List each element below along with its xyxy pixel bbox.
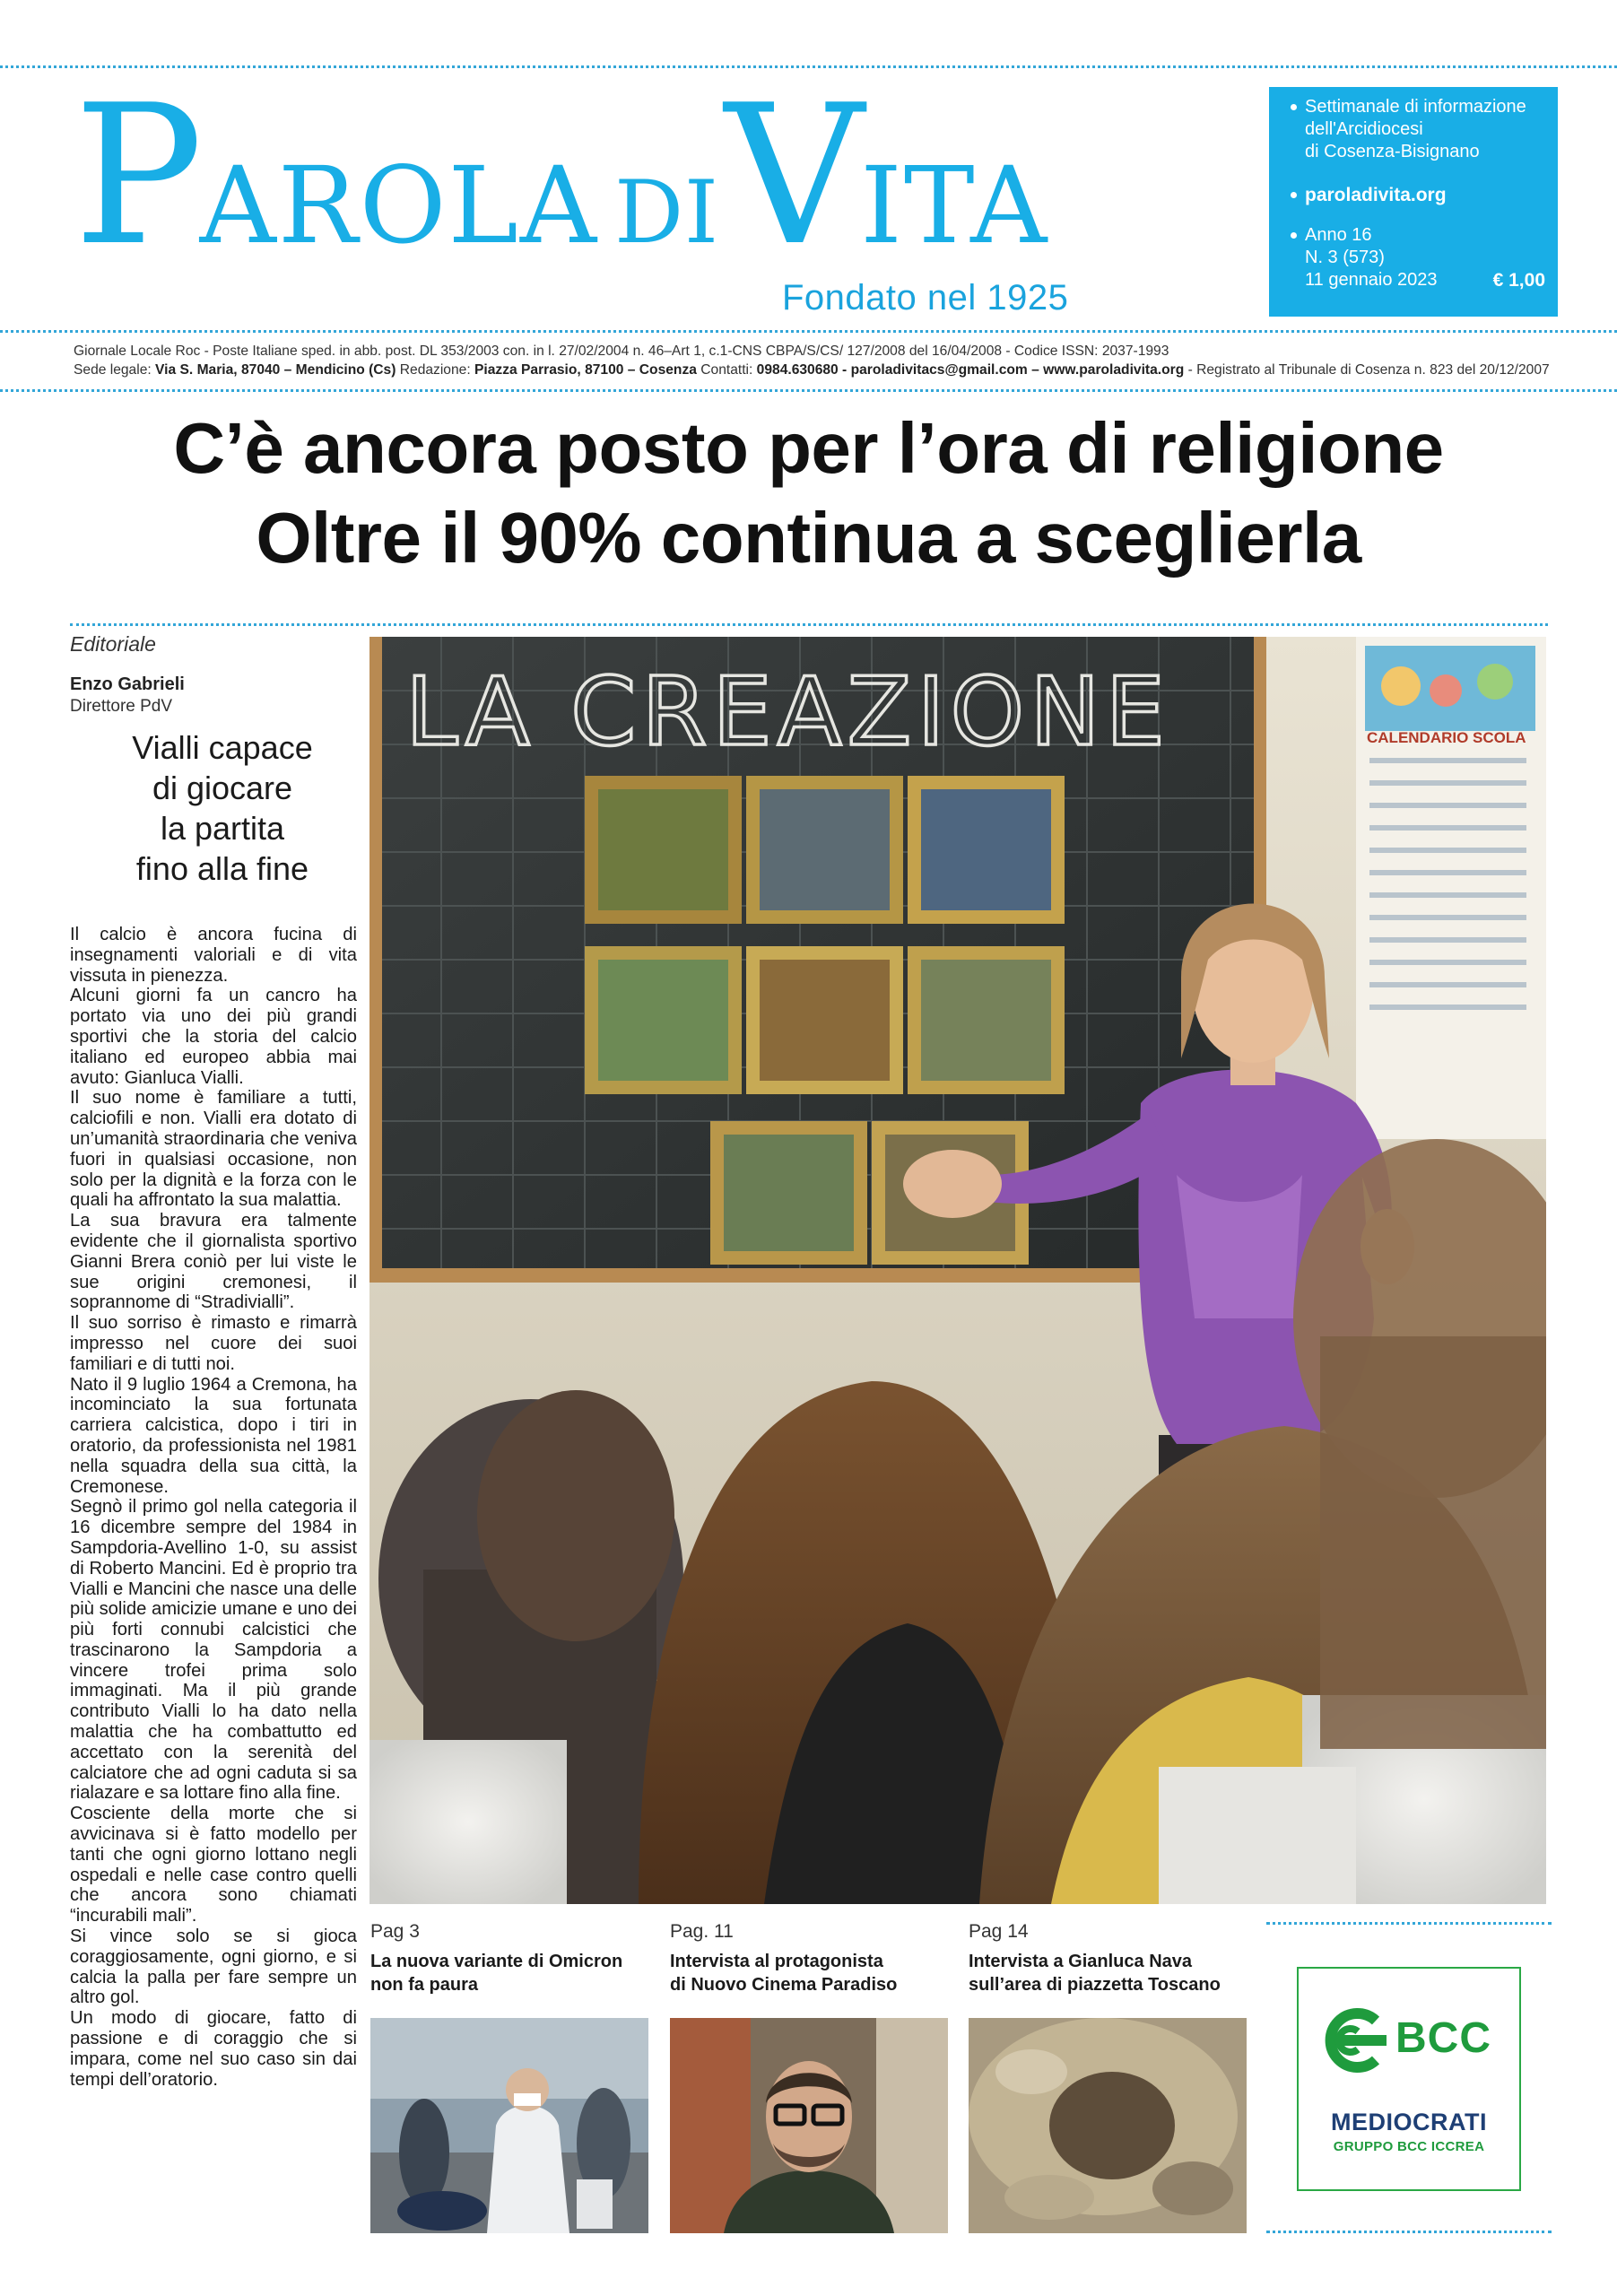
legal-label-contacts: Contatti:: [696, 362, 757, 378]
teaser-title-line: di Nuovo Cinema Paradiso: [670, 1975, 898, 1995]
legal-registration: - Registrato al Tribunale di Cosenza n. 823 del 20/12/2007: [1184, 362, 1550, 378]
teaser-title: [969, 1950, 1248, 1996]
editorial-paragraph: Il suo nome è familiare a tutti, calciofili e non. Vialli era dotato di un’umanità straordinaria che veniva fuori in qualsiasi occasione, non solo per la dignità e la forza con le quali ha affrontato la sua malattia.: [70, 1088, 357, 1211]
logo-initial-v: V: [724, 63, 861, 288]
teaser-piazzetta-toscano[interactable]: [969, 1921, 1248, 1996]
bcc-bank-name: MEDIOCRATI: [1331, 2109, 1487, 2135]
teaser-title-line: La nuova variante di Omicron: [370, 1952, 623, 1971]
ad-bottom-dotted-rule: [1266, 2231, 1552, 2233]
logo-word-di: DI: [614, 162, 719, 263]
editorial-paragraph: Il calcio è ancora fucina di insegnamenti valoriali e di vita vissuta in pienezza.: [70, 925, 357, 986]
masthead-tagline: Fondato nel 1925: [782, 278, 1069, 317]
teaser-photo-travelers[interactable]: [370, 2018, 648, 2233]
legal-office: Piazza Parrasio, 87100 – Cosenza: [474, 362, 697, 378]
info-year: Anno 16: [1305, 225, 1372, 245]
bcc-logo-text: BCC: [1395, 2014, 1491, 2062]
masthead-dotted-rule: [0, 330, 1617, 333]
editorial-paragraph: Nato il 9 luglio 1964 a Cremona, ha incominciato la sua fortunata carriera calcistica, dopo i tiri in oratorio, da professionista nel 1981 nella squadra della sua città, la Cremonese.: [70, 1374, 357, 1497]
info-date: 11 gennaio 2023: [1305, 270, 1438, 290]
author-name: Enzo Gabrieli: [70, 674, 185, 694]
teaser-cinema-paradiso[interactable]: [670, 1921, 950, 1996]
info-issue: [1291, 224, 1545, 291]
info-number: N. 3 (573): [1305, 248, 1385, 267]
editorial-paragraph: Segnò il primo gol nella categoria il 16 dicembre sempre del 1984 in Sampdoria-Avellino 1-0, su assist di Roberto Mancini. Ed è proprio tra Vialli e Mancini che nasce una delle più solide amicizie umane e uno dei più forti connubi calcistici che trascinarono la Sampdoria a vincere trofei prima solo immaginati. Ma il più grande contributo Vialli lo ha dato nella malattia che ha combattutto ed accettato con la serenità del calciatore che ad ogni caduta si sa rialazare e sa lottare fino alla fine.: [70, 1497, 357, 1804]
editorial-paragraph: Il suo sorriso è rimasto e rimarrà impresso nel cuore dei suoi familiari e di tutti noi.: [70, 1313, 357, 1374]
editorial-title-line: fino alla fine: [135, 850, 309, 887]
ad-top-dotted-rule: [1266, 1922, 1552, 1925]
editorial-title-line: la partita: [160, 810, 285, 847]
bcc-advertisement[interactable]: [1297, 1967, 1521, 2191]
info-line-3: di Cosenza-Bisignano: [1305, 142, 1480, 161]
info-description: [1291, 96, 1545, 163]
bcc-mark-icon: [1318, 2005, 1390, 2076]
editorial-kicker: Editoriale: [70, 632, 156, 656]
teaser-title: [370, 1950, 650, 1996]
bcc-group-name: GRUPPO BCC ICCREA: [1333, 2139, 1485, 2154]
logo-initial-p: P: [74, 63, 200, 288]
masthead: [74, 63, 1150, 321]
legal-seat: Via S. Maria, 87040 – Mendicino (Cs): [155, 362, 396, 378]
headline-dotted-rule: [70, 623, 1548, 626]
headline-line-1: C’è ancora posto per l’ora di religione: [173, 408, 1444, 488]
teaser-title-line: Intervista al protagonista: [670, 1952, 883, 1971]
info-date-price: [1305, 269, 1545, 291]
editorial-paragraph: Un modo di giocare, fatto di passione e di coraggio che si impara, come nel suo caso sin dai tempi dell’oratorio.: [70, 2008, 357, 2090]
calendar-label: CALENDARIO SCOLA: [1367, 729, 1526, 746]
legal-dotted-rule: [0, 389, 1617, 392]
teaser-page: Pag 3: [370, 1921, 420, 1942]
editorial-title-line: di giocare: [152, 770, 293, 806]
editorial-paragraph: Si vince solo se si gioca coraggiosamente, ogni giorno, e si calcia la palla per fare sempre un altro gol.: [70, 1926, 357, 2008]
legal-label-seat: Sede legale:: [74, 362, 156, 378]
teaser-title: [670, 1950, 950, 1996]
editorial-title: [70, 727, 357, 889]
teaser-title-line: non fa paura: [370, 1975, 479, 1995]
issue-info-box: [1269, 87, 1558, 317]
info-website[interactable]: paroladivita.org: [1291, 184, 1545, 206]
chalkboard-text: LA CREAZIONE: [405, 657, 1170, 767]
teaser-page: Pag 14: [969, 1921, 1029, 1942]
info-line-1: Settimanale di informazione: [1305, 97, 1526, 117]
legal-line-1: Giornale Locale Roc - Poste Italiane sped. in abb. post. DL 353/2003 con. in l. 27/02/2004 n. 46–Art 1, c.1-CNS CBPA/S/CS/ 127/2008 del 16/04/2008 - Codice ISSN: 2037-1993: [74, 344, 1169, 359]
editorial-paragraph: Alcuni giorni fa un cancro ha portato via uno dei più grandi sportivi che la storia del calcio italiano ed europeo abbia mai avuto: Gianluca Vialli.: [70, 986, 357, 1088]
teaser-page: Pag. 11: [670, 1921, 734, 1942]
editorial-title-line: Vialli capace: [132, 729, 313, 766]
editorial-body: [70, 925, 357, 2090]
legal-contacts[interactable]: 0984.630680 - paroladivitacs@gmail.com – www.paroladivita.org: [756, 362, 1185, 378]
teaser-title-line: sull’area di piazzetta Toscano: [969, 1975, 1221, 1995]
teaser-photo-interview-man[interactable]: [670, 2018, 948, 2233]
legal-label-office: Redazione:: [396, 362, 474, 378]
teaser-photo-excavation[interactable]: [969, 2018, 1247, 2233]
headline-line-2: Oltre il 90% continua a sceglierla: [256, 498, 1361, 578]
info-price: € 1,00: [1492, 270, 1545, 291]
legal-line-2: [74, 361, 1553, 379]
masthead-logo: [74, 63, 1049, 288]
teaser-title-line: Intervista a Gianluca Nava: [969, 1952, 1193, 1971]
main-photo-classroom: [369, 637, 1546, 1904]
teaser-omicron[interactable]: [370, 1921, 650, 1996]
author-role: Direttore PdV: [70, 697, 173, 716]
info-line-2: dell'Arcidiocesi: [1305, 119, 1423, 139]
editorial-column: [70, 632, 357, 2090]
editorial-paragraph: Cosciente della morte che si avvicinava si è fatto modello per tanti che ogni giorno lottano negli ospedali e nelle case contro quelli che ancora sono chiamati “incurabili mali”.: [70, 1804, 357, 1926]
logo-word-vita: ITA: [860, 144, 1049, 267]
editorial-paragraph: La sua bravura era talmente evidente che il giornalista sportivo Gianni Brera coniò per lui viste le sue origini cremonesi, il soprannome di “Stradivialli”.: [70, 1211, 357, 1313]
main-headline: [36, 404, 1581, 583]
legal-info: [74, 342, 1553, 379]
bcc-logo: [1318, 2005, 1507, 2076]
logo-word-parola: AROLA: [199, 144, 599, 267]
